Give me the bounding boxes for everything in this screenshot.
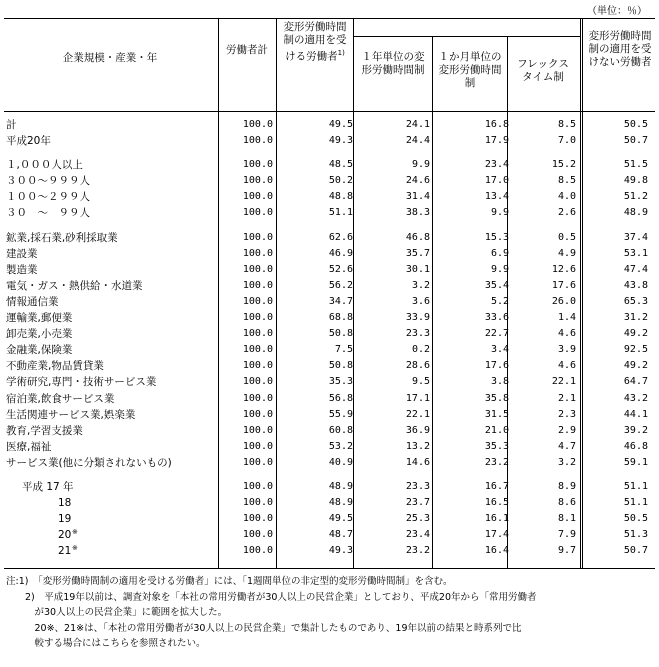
cell-value: 6.9 [490, 247, 509, 259]
cell-value: 31.4 [405, 191, 430, 203]
row-label: 運輸業,郵便業 [6, 312, 73, 325]
cell-value: 55.9 [328, 408, 353, 420]
cell-value: 17.6 [484, 360, 509, 372]
cell-value: 9.5 [411, 376, 430, 388]
cell-value: 48.5 [328, 159, 353, 171]
cell-value: 4.6 [557, 360, 576, 372]
cell-value: 48.9 [328, 480, 353, 492]
cell-value: 100.0 [242, 344, 273, 356]
cell-value: 22.1 [551, 376, 576, 388]
cell-value: 50.5 [623, 513, 648, 525]
cell-value: 51.1 [623, 480, 648, 492]
cell-value: 49.2 [623, 328, 648, 340]
cell-value: 100.0 [242, 545, 273, 557]
cell-value: 50.8 [328, 328, 353, 340]
cell-value: 100.0 [242, 456, 273, 468]
cell-value: 8.5 [557, 119, 576, 130]
row-label: 建設業 [6, 247, 38, 260]
table-top-border [4, 18, 655, 19]
row-label: 医療,福祉 [6, 440, 52, 453]
cell-value: 37.4 [623, 231, 648, 243]
cell-value: 23.3 [405, 480, 430, 492]
cell-value: 100.0 [242, 328, 273, 340]
cell-value: 100.0 [242, 159, 273, 171]
cell-value: 50.7 [623, 545, 648, 557]
table-row [0, 342, 659, 358]
row-label: 平成 17 年 [22, 480, 74, 493]
cell-value: 3.6 [411, 295, 430, 307]
cell-value: 100.0 [242, 231, 273, 243]
cell-value: 65.3 [623, 295, 648, 307]
cell-value: 2.9 [557, 424, 576, 436]
cell-value: 3.2 [411, 279, 430, 291]
cell-value: 62.6 [328, 231, 353, 243]
header-total: 労働者計 [226, 44, 268, 56]
cell-value: 38.3 [405, 207, 430, 219]
cell-value: 100.0 [242, 408, 273, 420]
cell-value: 35.4 [484, 279, 509, 291]
cell-value: 16.5 [484, 497, 509, 509]
cell-value: 34.7 [328, 295, 353, 307]
footnote-line: 2) 平成19年以前は、調査対象を「本社の常用労働者が30人以上の民営企業」としており、平成20年から「常用労働者 [6, 591, 537, 603]
cell-value: 30.1 [405, 263, 430, 275]
cell-value: 24.1 [405, 119, 430, 130]
cell-value: 2.6 [557, 207, 576, 219]
cell-value: 22.7 [484, 328, 509, 340]
cell-value: 100.0 [242, 360, 273, 372]
row-label: 宿泊業,飲食サービス業 [6, 392, 115, 405]
cell-value: 51.3 [623, 529, 648, 541]
cell-value: 100.0 [242, 440, 273, 452]
table-row [0, 294, 659, 310]
cell-value: 100.0 [242, 392, 273, 404]
header-applied-note: 1) [337, 49, 345, 57]
cell-value: 100.0 [242, 119, 273, 130]
cell-value: 21.0 [484, 424, 509, 436]
cell-value: 7.9 [557, 529, 576, 541]
cell-value: 100.0 [242, 279, 273, 291]
row-label-mark: ※ [72, 528, 78, 537]
row-label: 情報通信業 [6, 295, 59, 308]
table-row [0, 246, 659, 262]
cell-value: 4.6 [557, 328, 576, 340]
row-label: 金融業,保険業 [6, 344, 73, 357]
cell-value: 46.8 [405, 231, 430, 243]
cell-value: 100.0 [242, 497, 273, 509]
cell-value: 8.9 [557, 480, 576, 492]
cell-value: 16.1 [484, 513, 509, 525]
cell-value: 35.7 [405, 247, 430, 259]
cell-value: 2.3 [557, 408, 576, 420]
table-row [0, 117, 659, 133]
header-flex: フレックスタイム制 [517, 58, 569, 83]
cell-value: 100.0 [242, 135, 273, 147]
cell-value: 39.2 [623, 424, 648, 436]
table-row [0, 527, 659, 543]
cell-value: 53.2 [328, 440, 353, 452]
table-row [0, 455, 659, 471]
cell-value: 49.5 [328, 119, 353, 130]
row-label: 計 [6, 119, 17, 131]
row-label: 19 [58, 513, 72, 526]
header-applied-text: 変形労働時間制の適用を受ける労働者 [283, 21, 347, 63]
cell-value: 14.6 [405, 456, 430, 468]
cell-value: 22.1 [405, 408, 430, 420]
row-label: 18 [58, 497, 72, 510]
cell-value: 4.0 [557, 191, 576, 203]
row-spacer [0, 471, 659, 479]
cell-value: 15.2 [551, 159, 576, 171]
header-bottom-border [4, 111, 655, 112]
cell-value: 25.3 [405, 513, 430, 525]
cell-value: 100.0 [242, 480, 273, 492]
cell-value: 3.8 [490, 376, 509, 388]
cell-value: 100.0 [242, 247, 273, 259]
cell-value: 51.2 [623, 191, 648, 203]
cell-value: 53.1 [623, 247, 648, 259]
table-row [0, 374, 659, 390]
cell-value: 49.8 [623, 175, 648, 187]
row-label: １,０００人以上 [6, 159, 83, 172]
cell-value: 5.2 [490, 295, 509, 307]
cell-value: 49.2 [623, 360, 648, 372]
row-spacer [0, 222, 659, 230]
cell-value: 49.5 [328, 513, 353, 525]
cell-value: 13.2 [405, 440, 430, 452]
cell-value: 2.1 [557, 392, 576, 404]
cell-value: 49.3 [328, 135, 353, 147]
cell-value: 17.6 [551, 279, 576, 291]
row-label: 平成20年 [6, 135, 51, 148]
cell-value: 49.3 [328, 545, 353, 557]
cell-value: 28.6 [405, 360, 430, 372]
header-yearly: １年単位の変形労働時間制 [361, 51, 425, 76]
cell-value: 100.0 [242, 376, 273, 388]
cell-value: 17.1 [405, 392, 430, 404]
cell-value: 64.7 [623, 376, 648, 388]
row-label: 卸売業,小売業 [6, 328, 73, 341]
table-row [0, 495, 659, 511]
cell-value: 59.1 [623, 456, 648, 468]
cell-value: 23.2 [484, 456, 509, 468]
cell-value: 31.5 [484, 408, 509, 420]
row-label: 学術研究,専門・技術サービス業 [6, 376, 157, 389]
table-row [0, 479, 659, 495]
cell-value: 68.8 [328, 312, 353, 324]
cell-value: 31.2 [623, 312, 648, 324]
table-row [0, 262, 659, 278]
cell-value: 4.9 [557, 247, 576, 259]
cell-value: 9.9 [490, 263, 509, 275]
cell-value: 7.5 [334, 344, 353, 356]
row-label: 21 [58, 545, 72, 558]
cell-value: 23.7 [405, 497, 430, 509]
footnote-line: が30人以上の民営企業」に範囲を拡大した。 [6, 607, 228, 618]
table-row [0, 439, 659, 455]
cell-value: 100.0 [242, 295, 273, 307]
cell-value: 100.0 [242, 424, 273, 436]
cell-value: 8.5 [557, 175, 576, 187]
cell-value: 60.8 [328, 424, 353, 436]
cell-value: 51.1 [328, 207, 353, 219]
table-bottom-border [4, 568, 655, 569]
header-not-applied: 変形労働時間制の適用を受けない労働者 [588, 30, 652, 68]
cell-value: 15.3 [484, 231, 509, 243]
cell-value: 36.9 [405, 424, 430, 436]
table-row [0, 189, 659, 205]
cell-value: 9.7 [557, 545, 576, 557]
row-label: 生活関連サービス業,娯楽業 [6, 408, 136, 421]
header-applied [282, 21, 348, 64]
cell-value: 24.6 [405, 175, 430, 187]
table-row [0, 173, 659, 189]
row-label: 20 [58, 529, 72, 542]
cell-value: 100.0 [242, 529, 273, 541]
cell-value: 48.9 [328, 497, 353, 509]
cell-value: 24.4 [405, 135, 430, 147]
cell-value: 1.4 [557, 312, 576, 324]
header-category: 企業規模・産業・年 [62, 52, 158, 64]
cell-value: 48.7 [328, 529, 353, 541]
row-label-mark: ※ [72, 544, 78, 553]
cell-value: 35.3 [484, 440, 509, 452]
cell-value: 40.9 [328, 456, 353, 468]
cell-value: 0.2 [411, 344, 430, 356]
table-row [0, 326, 659, 342]
cell-value: 52.6 [328, 263, 353, 275]
cell-value: 100.0 [242, 175, 273, 187]
cell-value: 100.0 [242, 191, 273, 203]
row-label: 鉱業,採石業,砂利採取業 [6, 231, 118, 244]
cell-value: 16.7 [484, 480, 509, 492]
cell-value: 46.9 [328, 247, 353, 259]
subheader-line [353, 36, 580, 37]
cell-value: 100.0 [242, 312, 273, 324]
cell-value: 50.2 [328, 175, 353, 187]
cell-value: 43.2 [623, 392, 648, 404]
table-row [0, 358, 659, 374]
cell-value: 26.0 [551, 295, 576, 307]
table-row [0, 407, 659, 423]
cell-value: 100.0 [242, 263, 273, 275]
row-label: ３０ ～ ９９人 [6, 207, 90, 220]
cell-value: 0.5 [557, 231, 576, 243]
cell-value: 9.9 [411, 159, 430, 171]
cell-value: 16.4 [484, 545, 509, 557]
cell-value: 51.5 [623, 159, 648, 171]
cell-value: 50.8 [328, 360, 353, 372]
cell-value: 100.0 [242, 207, 273, 219]
cell-value: 17.9 [484, 135, 509, 147]
cell-value: 23.4 [405, 529, 430, 541]
cell-value: 46.8 [623, 440, 648, 452]
row-label: 電気・ガス・熱供給・水道業 [6, 279, 143, 292]
cell-value: 17.0 [484, 175, 509, 187]
footnote-line: 較する場合にはこちらを参照されたい。 [6, 638, 206, 649]
cell-value: 51.1 [623, 497, 648, 509]
table-body [0, 117, 659, 559]
row-label: ３００～９９９人 [6, 175, 90, 188]
cell-value: 16.8 [484, 119, 509, 130]
row-label: １００～２９９人 [6, 191, 90, 204]
cell-value: 56.2 [328, 279, 353, 291]
table-row [0, 230, 659, 246]
table-row [0, 543, 659, 559]
footnote-line: 20※、21※は、「本社の常用労働者が30人以上の民営企業」で集計したものであり、19年以前の結果と時系列で比 [6, 622, 522, 634]
unit-label: （単位：％） [587, 6, 647, 17]
cell-value: 35.8 [484, 392, 509, 404]
cell-value: 48.9 [623, 207, 648, 219]
cell-value: 8.6 [557, 497, 576, 509]
cell-value: 8.1 [557, 513, 576, 525]
cell-value: 44.1 [623, 408, 648, 420]
cell-value: 50.7 [623, 135, 648, 147]
cell-value: 13.4 [484, 191, 509, 203]
cell-value: 3.2 [557, 456, 576, 468]
cell-value: 3.4 [490, 344, 509, 356]
footnotes [6, 574, 537, 652]
cell-value: 92.5 [623, 344, 648, 356]
footnote-line: 注:1) 「変形労働時間制の適用を受ける労働者」には、「1週間単位の非定型的変形労働時間制」を含む。 [6, 576, 453, 587]
cell-value: 12.6 [551, 263, 576, 275]
header-monthly: １か月単位の変形労働時間制 [438, 51, 502, 89]
table-row [0, 278, 659, 294]
row-label: 教育,学習支援業 [6, 424, 83, 437]
cell-value: 33.6 [484, 312, 509, 324]
cell-value: 50.5 [623, 119, 648, 130]
table-row [0, 423, 659, 439]
cell-value: 48.8 [328, 191, 353, 203]
cell-value: 17.4 [484, 529, 509, 541]
table-row [0, 157, 659, 173]
cell-value: 4.7 [557, 440, 576, 452]
cell-value: 47.4 [623, 263, 648, 275]
cell-value: 43.8 [623, 279, 648, 291]
cell-value: 23.2 [405, 545, 430, 557]
row-label: 製造業 [6, 263, 38, 276]
row-label: 不動産業,物品賃貸業 [6, 360, 104, 373]
cell-value: 35.3 [328, 376, 353, 388]
table-row [0, 310, 659, 326]
cell-value: 23.4 [484, 159, 509, 171]
row-label: サービス業(他に分類されないもの) [6, 456, 172, 469]
cell-value: 3.9 [557, 344, 576, 356]
cell-value: 100.0 [242, 513, 273, 525]
table-row [0, 391, 659, 407]
cell-value: 33.9 [405, 312, 430, 324]
cell-value: 9.9 [490, 207, 509, 219]
cell-value: 23.3 [405, 328, 430, 340]
cell-value: 7.0 [557, 135, 576, 147]
cell-value: 56.8 [328, 392, 353, 404]
table-row [0, 205, 659, 221]
table-row [0, 133, 659, 149]
table-row [0, 511, 659, 527]
row-spacer [0, 149, 659, 157]
